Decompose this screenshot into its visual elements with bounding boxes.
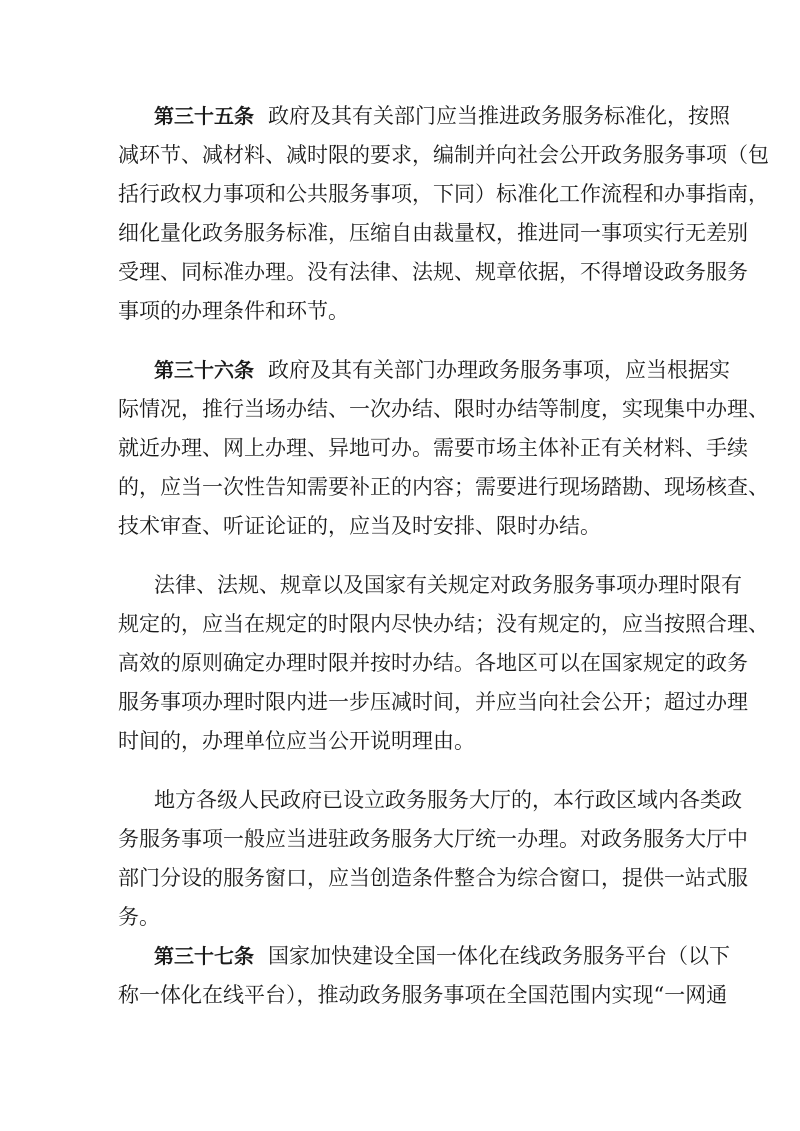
text-line: 地方各级人民政府已设立政务服务大厅的，本行政区域内各类政 [154, 788, 742, 812]
paragraph-time-limits [118, 566, 769, 761]
text-line: 事项的办理条件和环节。 [118, 299, 349, 323]
text-line: 务服务事项一般应当进驻政务服务大厅统一办理。对政务服务大厅中 [118, 827, 748, 851]
text-line: 时间的，办理单位应当公开说明理由。 [118, 729, 475, 753]
text-line: 务。 [118, 905, 160, 929]
line-text: 政府及其有关部门办理政务服务事项，应当根据实 [268, 358, 730, 382]
text-line: 部门分设的服务窗口，应当创造条件整合为综合窗口，提供一站式服 [118, 866, 748, 890]
text-line: 细化量化政务服务标准，压缩自由裁量权，推进同一事项实行无差别 [118, 221, 748, 245]
paragraph-article-35 [118, 97, 769, 331]
article-heading: 第三十七条 [154, 944, 254, 968]
text-line: 法律、法规、规章以及国家有关规定对政务服务事项办理时限有 [154, 573, 742, 597]
paragraph-service-hall [118, 781, 748, 937]
text-line: 服务事项办理时限内进一步压减时间，并应当向社会公开；超过办理 [118, 690, 748, 714]
line-text: 政府及其有关部门应当推进政务服务标准化，按照 [268, 104, 730, 128]
text-line: 就近办理、网上办理、异地可办。需要市场主体补正有关材料、手续 [118, 436, 748, 460]
text-line: 规定的，应当在规定的时限内尽快办结；没有规定的，应当按照合理、 [118, 612, 769, 636]
text-line: 的，应当一次性告知需要补正的内容；需要进行现场踏勘、现场核查、 [118, 475, 769, 499]
text-line: 括行政权力事项和公共服务事项，下同）标准化工作流程和办事指南， [118, 182, 769, 206]
article-heading: 第三十六条 [154, 358, 254, 382]
text-line: 高效的原则确定办理时限并按时办结。各地区可以在国家规定的政务 [118, 651, 748, 675]
paragraph-article-37 [118, 937, 730, 1015]
text-line [118, 97, 730, 136]
article-heading: 第三十五条 [154, 104, 254, 128]
text-line: 减环节、减材料、减时限的要求，编制并向社会公开政务服务事项（包 [118, 143, 769, 167]
text-line: 际情况，推行当场办结、一次办结、限时办结等制度，实现集中办理、 [118, 397, 769, 421]
text-line: 称一体化在线平台），推动政务服务事项在全国范围内实现“一网通 [118, 983, 728, 1007]
text-line [118, 351, 730, 390]
text-line: 技术审查、听证论证的，应当及时安排、限时办结。 [118, 514, 601, 538]
paragraph-article-36 [118, 351, 769, 546]
text-line: 受理、同标准办理。没有法律、法规、规章依据，不得增设政务服务 [118, 260, 748, 284]
text-line [118, 937, 730, 976]
line-text: 国家加快建设全国一体化在线政务服务平台（以下 [268, 944, 730, 968]
